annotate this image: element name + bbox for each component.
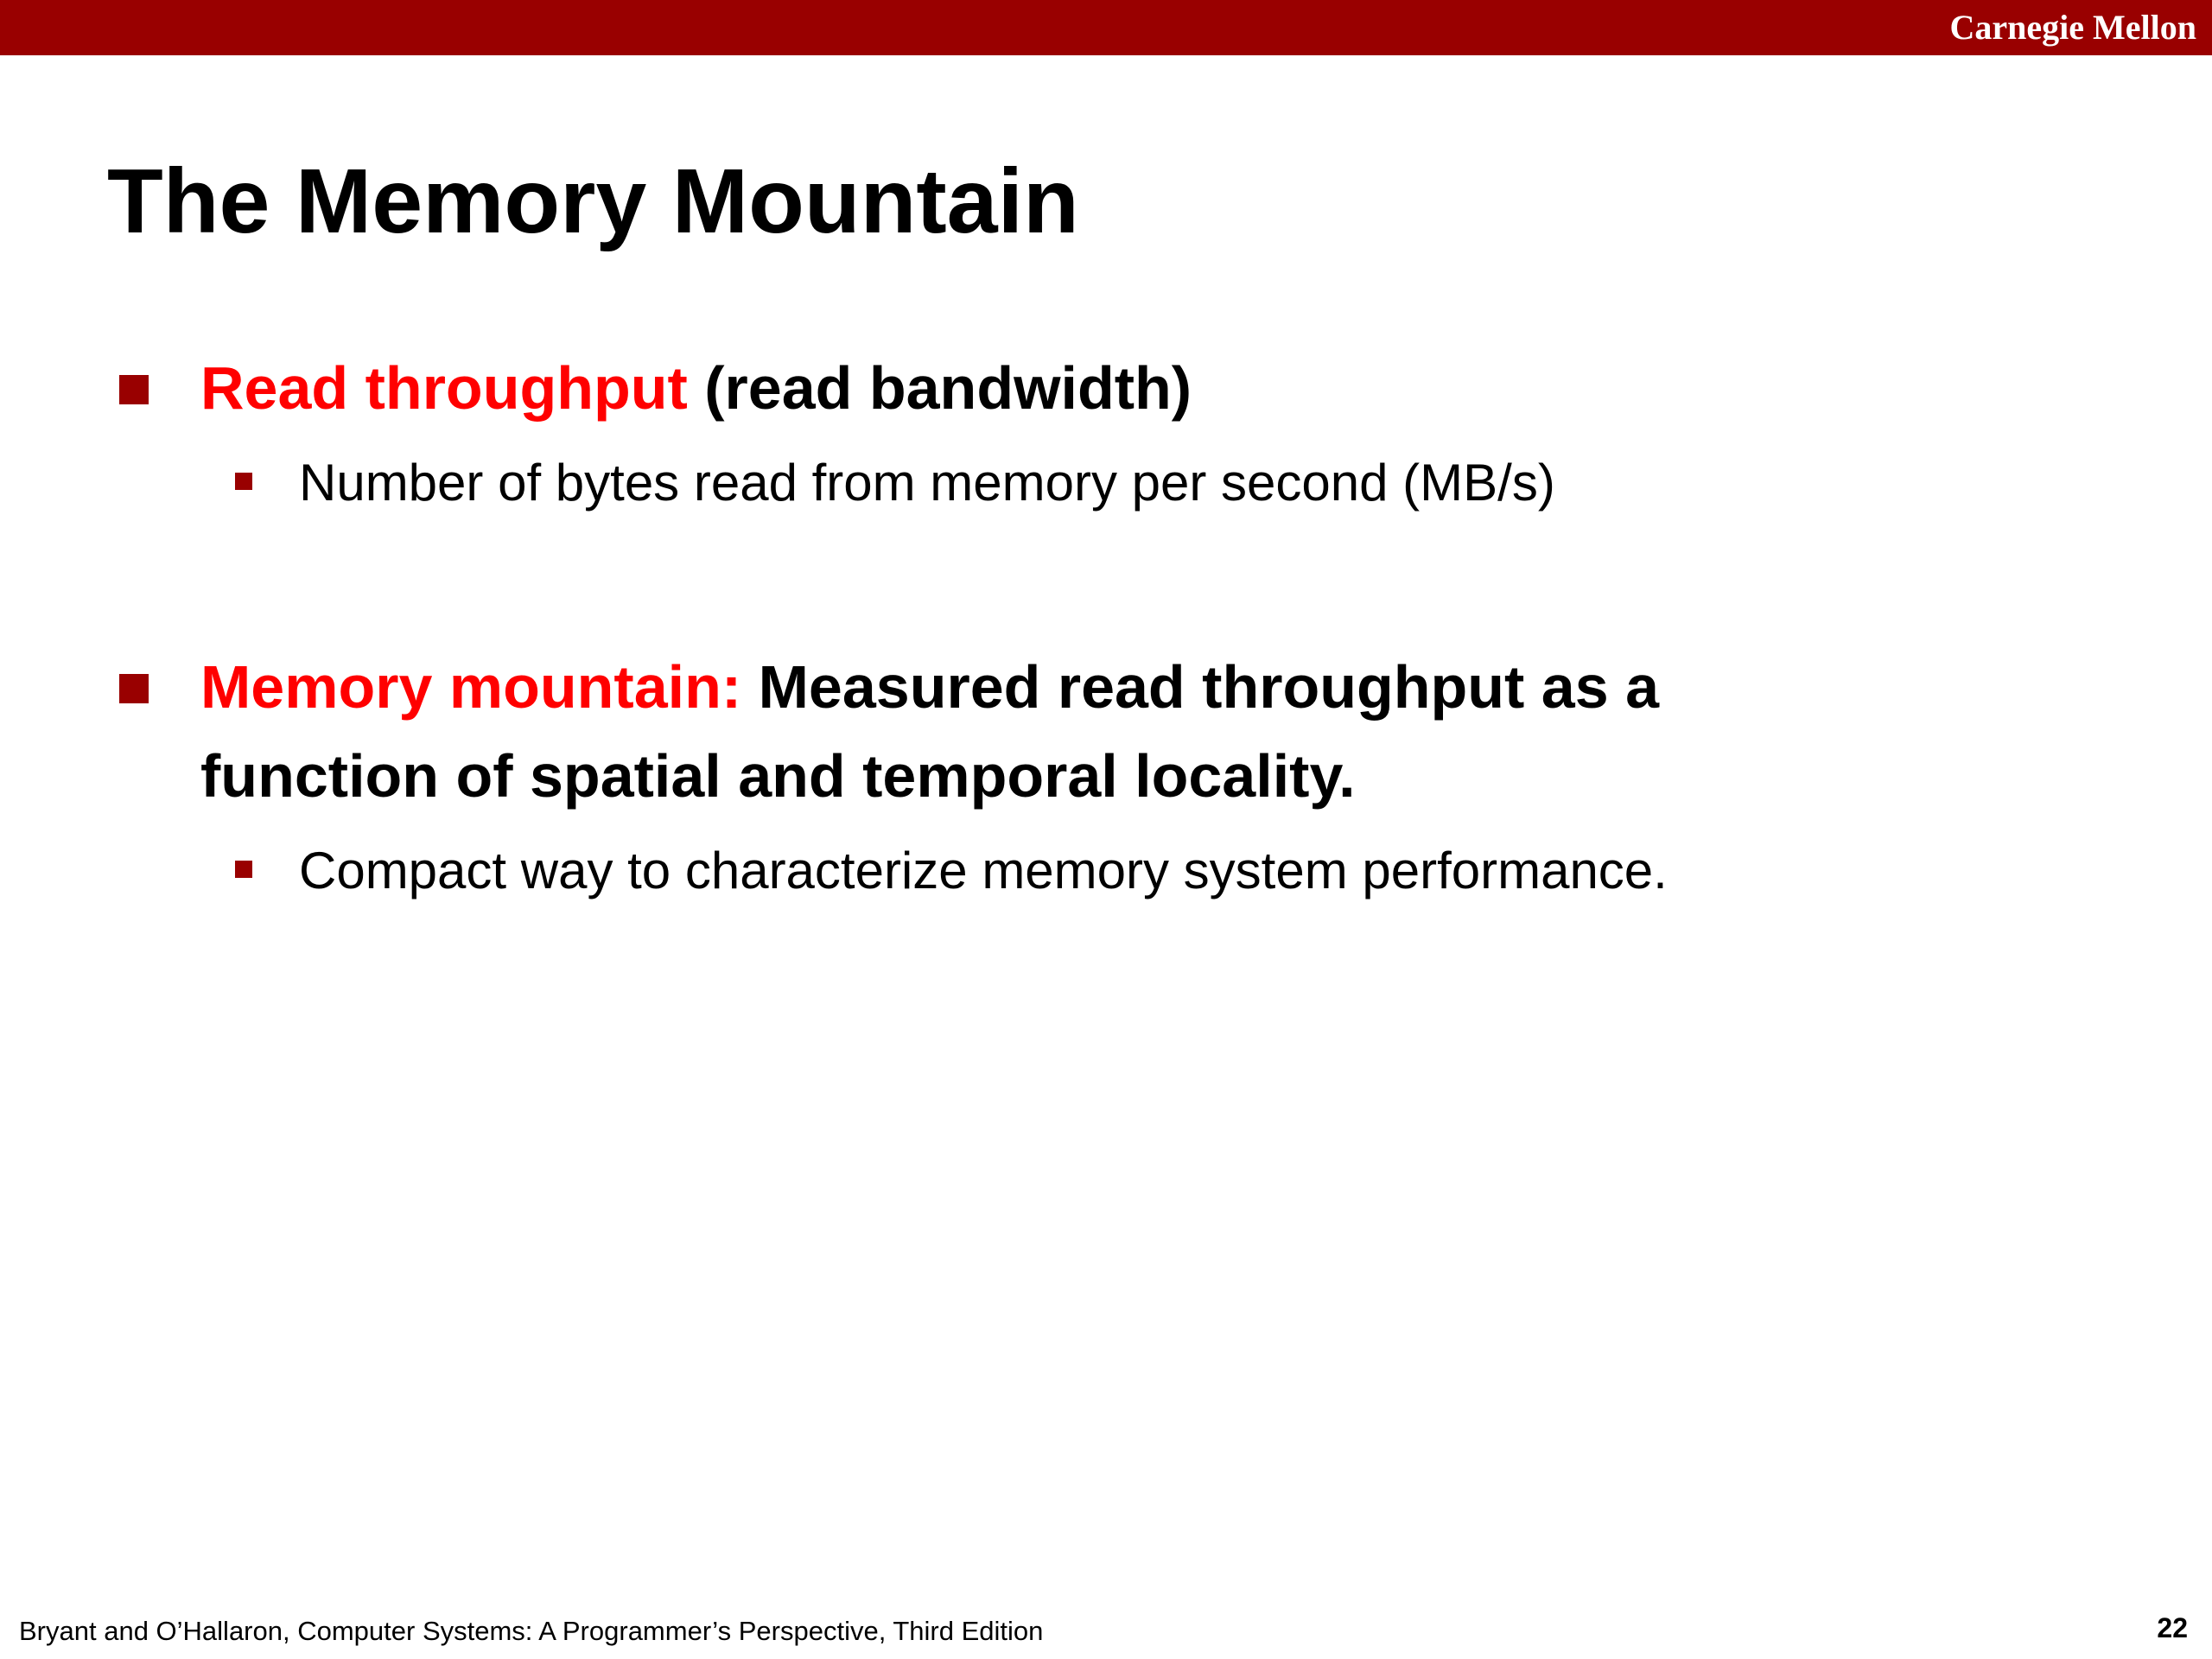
- subitem-compact-way: [235, 836, 1877, 906]
- square-bullet-icon: [235, 473, 252, 490]
- subitem-text: Compact way to characterize memory system performance.: [299, 842, 1668, 899]
- bullet-highlight: Read throughput: [200, 354, 688, 422]
- page-number: 22: [2157, 1612, 2188, 1643]
- header-bar: [0, 0, 2212, 55]
- bullet-body: (read bandwidth): [687, 354, 1192, 422]
- square-bullet-icon: [119, 674, 149, 703]
- subitem-text: Number of bytes read from memory per second (MB/s): [299, 454, 1555, 512]
- bullet-highlight: Memory mountain:: [200, 653, 742, 721]
- square-bullet-icon: [235, 861, 252, 878]
- bullet-body: Measured read throughput as a function of spatial and temporal locality.: [200, 653, 1660, 810]
- brand-name: Carnegie Mellon: [1949, 8, 2196, 47]
- bullet-item-read-throughput: [119, 344, 1847, 433]
- subitem-bytes-per-second: [235, 448, 1877, 518]
- slide-title: The Memory Mountain: [107, 150, 1079, 252]
- square-bullet-icon: [119, 375, 149, 404]
- bullet-item-memory-mountain: [119, 643, 1847, 821]
- bullet-text: [200, 344, 1847, 433]
- footer-citation: Bryant and O’Hallaron, Computer Systems: A Programmer’s Perspective, Third Edition: [19, 1616, 1044, 1646]
- bullet-text: [200, 643, 1894, 821]
